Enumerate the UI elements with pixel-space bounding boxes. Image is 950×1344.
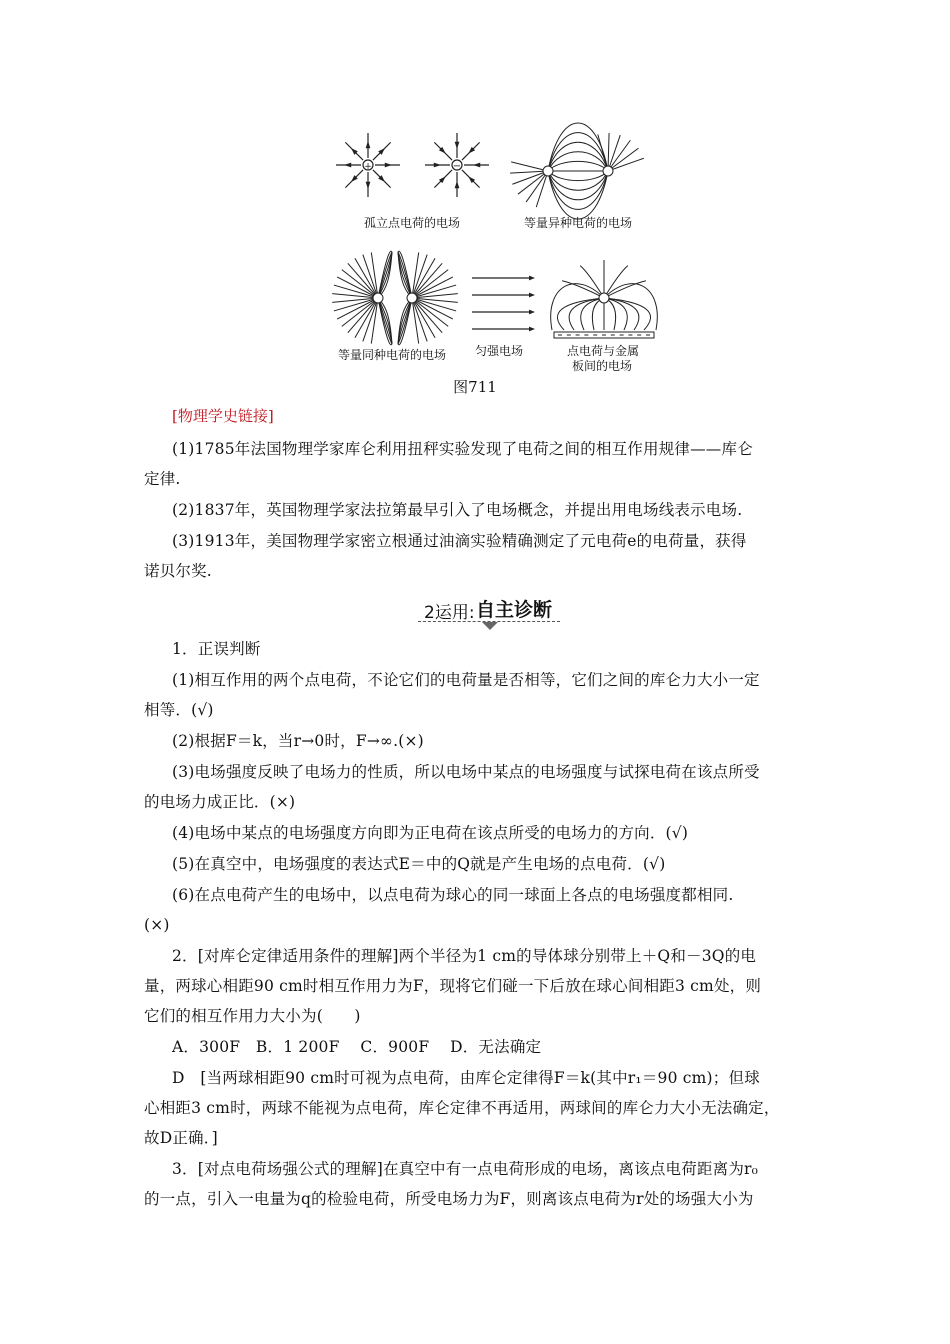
history-item-2: (2)1837年，英国物理学家法拉第最早引入了电场概念，并提出用电场线表示电场. (172, 501, 743, 519)
history-item-1a: (1)1785年法国物理学家库仑利用扭秤实验发现了电荷之间的相互作用规律——库仑 (172, 440, 753, 458)
section-marker-icon (482, 622, 498, 630)
q2-options: A．300F B．1 200F C．900F D．无法确定 (172, 1038, 542, 1056)
isolated-negative-charge-diagram (425, 133, 489, 197)
like-charges-diagram (332, 251, 458, 345)
figure-title: 图711 (453, 378, 497, 396)
field-line-figure (320, 118, 670, 408)
q1-title: 1．正误判断 (172, 640, 261, 658)
q1-s6a: (6)在点电荷产生的电场中，以点电荷为球心的同一球面上各点的电场强度都相同. (172, 886, 734, 904)
caption-unlike: 等量异种电荷的电场 (524, 216, 633, 230)
history-item-1b: 定律. (144, 470, 181, 488)
isolated-positive-charge-diagram (336, 133, 400, 197)
section-heading (418, 597, 568, 633)
q3-line2: 的一点，引入一电量为q的检验电荷，所受电场力为F，则离该点电荷为r处的场强大小为 (144, 1190, 754, 1208)
history-item-3b: 诺贝尔奖. (144, 562, 212, 580)
q1-s1b: 相等．(√) (144, 701, 214, 719)
q2-line3: 它们的相互作用力大小为( ) (144, 1007, 361, 1025)
section-label: 自主诊断 (476, 599, 553, 621)
q1-s1a: (1)相互作用的两个点电荷，不论它们的电荷量是否相等，它们之间的库仑力大小一定 (172, 671, 760, 689)
unlike-charges-diagram (510, 123, 644, 219)
svg-text:−: − (452, 161, 462, 172)
caption-like: 等量同种电荷的电场 (338, 348, 447, 362)
history-item-3a: (3)1913年，美国物理学家密立根通过油滴实验精确测定了元电荷e的电荷量，获得 (172, 532, 747, 550)
q2-answer-1: D [当两球相距90 cm时可视为点电荷，由库仑定律得F＝k(其中r₁＝90 cm)；但球 (172, 1069, 760, 1087)
caption-plate-1: 点电荷与金属 (567, 344, 640, 358)
q3-line1: 3．[对点电荷场强公式的理解]在真空中有一点电荷形成的电场，离该点电荷距离为r₀ (172, 1160, 759, 1178)
svg-text:+: + (364, 162, 372, 172)
charge-plate-diagram (551, 260, 658, 338)
caption-isolated: 孤立点电荷的电场 (364, 216, 461, 230)
uniform-field-diagram (472, 278, 532, 329)
q2-line1: 2．[对库仑定律适用条件的理解]两个半径为1 cm的导体球分别带上＋Q和－3Q的电 (172, 947, 757, 965)
q2-line2: 量，两球心相距90 cm时相互作用力为F，现将它们碰一下后放在球心间相距3 cm处，则 (144, 977, 762, 995)
q2-answer-3: 故D正确．] (144, 1129, 218, 1147)
q2-answer-2: 心相距3 cm时，两球不能视为点电荷，库仑定律不再适用，两球间的库仑力大小无法确定， (144, 1099, 780, 1117)
q1-s3a: (3)电场强度反映了电场力的性质，所以电场中某点的电场强度与试探电荷在该点所受 (172, 763, 760, 781)
q1-s6b: (×) (144, 916, 170, 934)
q1-s3b: 的电场力成正比．(×) (144, 793, 296, 811)
section-number: 2运用: (424, 603, 475, 623)
q1-s5: (5)在真空中，电场强度的表达式E＝中的Q就是产生电场的点电荷．(√) (172, 855, 666, 873)
q1-s2: (2)根据F＝k，当r→0时，F→∞.(×) (172, 732, 424, 750)
q1-s4: (4)电场中某点的电场强度方向即为正电荷在该点所受的电场力的方向．(√) (172, 824, 689, 842)
caption-plate-2: 板间的电场 (572, 359, 633, 373)
caption-uniform: 匀强电场 (475, 344, 524, 358)
history-tag: [物理学史链接] (172, 407, 274, 425)
